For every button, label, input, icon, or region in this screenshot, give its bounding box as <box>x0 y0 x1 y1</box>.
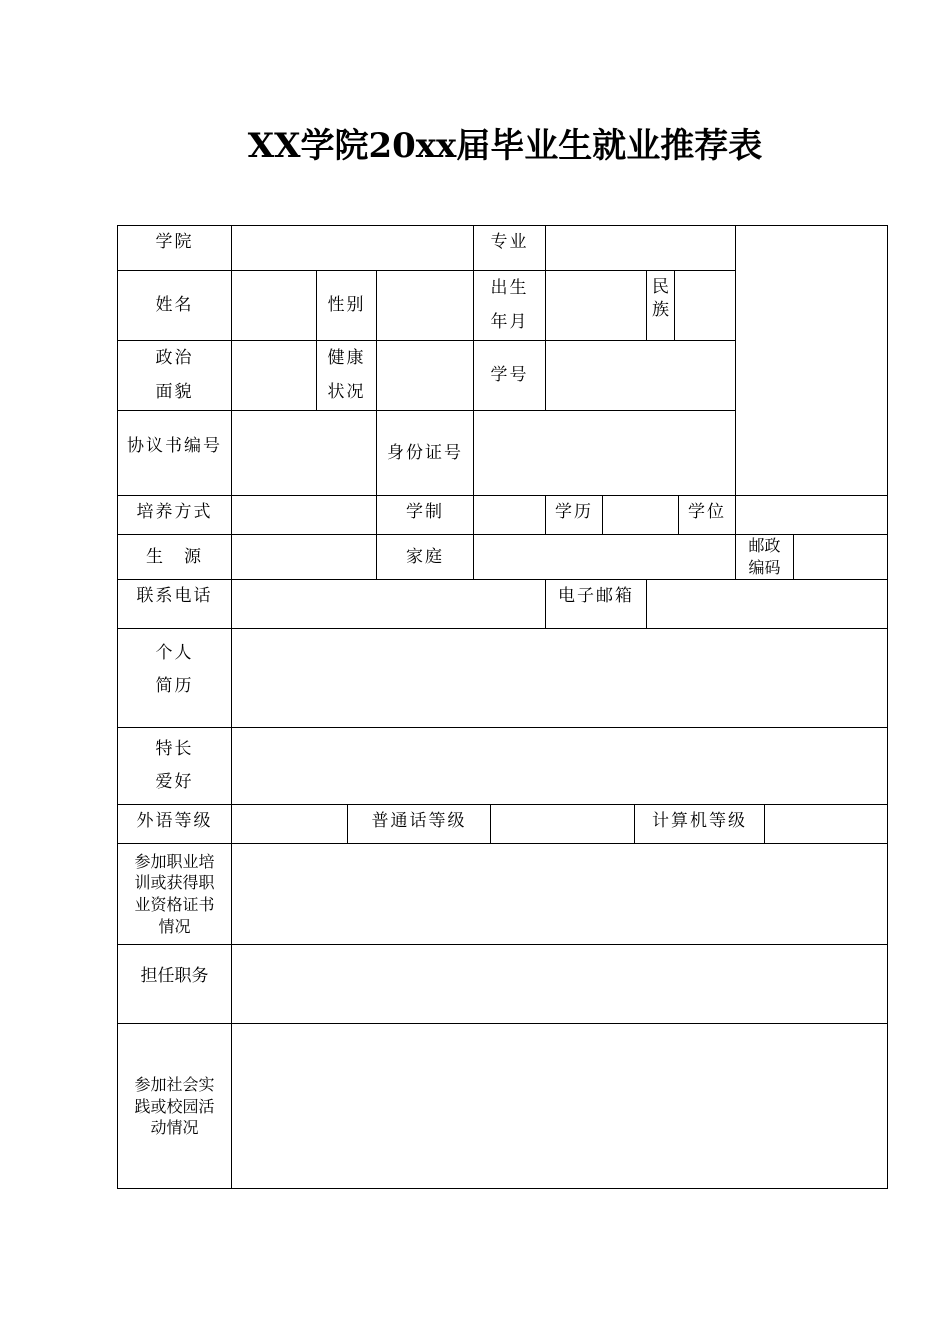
recommendation-form <box>117 225 888 1189</box>
field-agreement-no[interactable] <box>231 410 376 495</box>
field-ethnicity[interactable] <box>674 270 735 340</box>
field-foreign-lang[interactable] <box>231 804 347 843</box>
field-training-mode[interactable] <box>231 495 376 534</box>
label-family: 家庭 <box>376 534 473 579</box>
label-id-card: 身份证号 <box>376 410 473 495</box>
field-hobby[interactable] <box>231 727 888 804</box>
label-computer: 计算机等级 <box>634 804 764 843</box>
label-student-id: 学号 <box>473 340 545 410</box>
field-origin[interactable] <box>231 534 376 579</box>
field-gender[interactable] <box>376 270 473 340</box>
field-id-card[interactable] <box>473 410 735 495</box>
field-resume[interactable] <box>231 628 888 727</box>
field-name[interactable] <box>231 270 316 340</box>
label-agreement-no: 协议书编号 <box>117 410 231 495</box>
field-student-id[interactable] <box>545 340 735 410</box>
label-hobby: 特长 爱好 <box>117 727 231 804</box>
field-computer[interactable] <box>764 804 888 843</box>
label-origin: 生 源 <box>117 534 231 579</box>
label-training-mode: 培养方式 <box>117 495 231 534</box>
label-political: 政治 面貌 <box>117 340 231 410</box>
label-major: 专业 <box>473 225 545 270</box>
label-resume: 个人 简历 <box>117 628 231 727</box>
field-major[interactable] <box>545 225 735 270</box>
field-birth[interactable] <box>545 270 646 340</box>
field-schooling-length[interactable] <box>473 495 545 534</box>
field-training[interactable] <box>231 843 888 944</box>
form-border-bottom <box>117 1188 888 1189</box>
field-postcode[interactable] <box>793 534 888 579</box>
field-education[interactable] <box>602 495 678 534</box>
label-mandarin: 普通话等级 <box>347 804 490 843</box>
label-postcode: 邮政 编码 <box>735 534 793 579</box>
label-positions: 担任职务 <box>117 944 231 1023</box>
field-political[interactable] <box>231 340 316 410</box>
label-birth: 出生 年月 <box>473 270 545 340</box>
label-ethnicity: 民 族 <box>646 270 674 340</box>
field-social[interactable] <box>231 1023 888 1189</box>
field-degree[interactable] <box>735 495 888 534</box>
label-social: 参加社会实 践或校园活 动情况 <box>117 1023 231 1189</box>
label-foreign-lang: 外语等级 <box>117 804 231 843</box>
label-education: 学历 <box>545 495 602 534</box>
field-phone[interactable] <box>231 579 545 628</box>
page-title: XX学院20xx届毕业生就业推荐表 <box>247 126 763 166</box>
label-email: 电子邮箱 <box>545 579 646 628</box>
label-schooling-length: 学制 <box>376 495 473 534</box>
label-phone: 联系电话 <box>117 579 231 628</box>
label-degree: 学位 <box>678 495 735 534</box>
label-training: 参加职业培 训或获得职 业资格证书 情况 <box>117 843 231 944</box>
label-name: 姓名 <box>117 270 231 340</box>
field-mandarin[interactable] <box>490 804 634 843</box>
form-border-right <box>887 225 888 1189</box>
field-health[interactable] <box>376 340 473 410</box>
field-email[interactable] <box>646 579 888 628</box>
label-gender: 性别 <box>316 270 376 340</box>
photo-box[interactable] <box>735 225 888 495</box>
field-college[interactable] <box>231 225 473 270</box>
field-family[interactable] <box>473 534 735 579</box>
label-college: 学院 <box>117 225 231 270</box>
label-health: 健康 状况 <box>316 340 376 410</box>
field-positions[interactable] <box>231 944 888 1023</box>
